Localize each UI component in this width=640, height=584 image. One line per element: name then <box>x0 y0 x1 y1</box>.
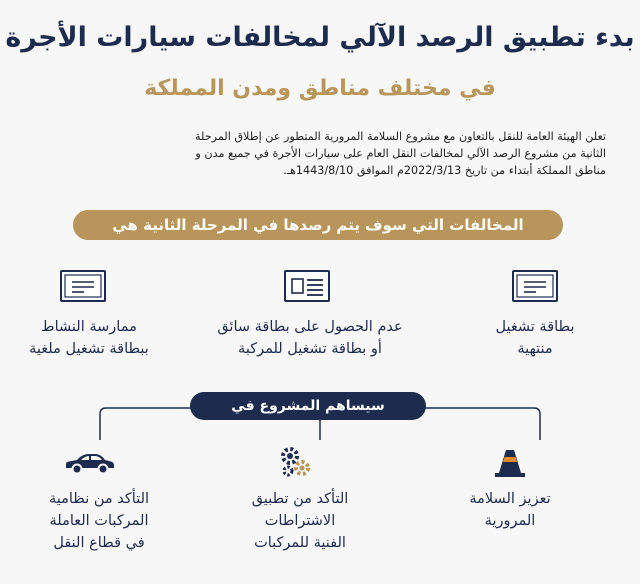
benefit-item-technical-requirements <box>220 488 380 554</box>
intro-line: تعلن الهيئة العامة للنقل بالتعاون مع مشروع السلامة المرورية المتطور عن إطلاق المرحلة <box>195 130 606 143</box>
violation-line: منتهية <box>517 341 553 357</box>
intro-paragraph <box>58 128 606 179</box>
benefit-line: التأكد من نظامية <box>48 491 150 507</box>
page-subtitle: في مختلف مناطق ومدن المملكة <box>144 76 496 101</box>
page-title: بدء تطبيق الرصد الآلي لمخالفات سيارات الأجرة <box>5 22 635 53</box>
benefit-line: تعزيز السلامة <box>469 491 551 507</box>
benefit-line: المركبات العاملة <box>49 513 149 529</box>
violation-line: ببطاقة تشغيل ملغية <box>29 341 149 357</box>
violation-item-expired-card <box>455 316 615 360</box>
violation-item-no-card <box>200 316 420 360</box>
benefits-heading: سيساهم المشروع في <box>190 392 426 420</box>
traffic-cone-icon <box>492 448 528 478</box>
benefit-line: في قطاع النقل <box>53 535 145 551</box>
intro-line: مناطق المملكة أبتداء من تاريخ 2022/3/13م الموافق 1443/8/10هـ. <box>283 164 606 177</box>
car-icon <box>62 452 116 476</box>
violation-line: ممارسة النشاط <box>41 319 137 335</box>
violation-line: عدم الحصول على بطاقة سائق <box>217 319 403 335</box>
intro-line: الثانية من مشروع الرصد الآلي لمخالفات النقل العام على سيارات الأجرة في جميع مدن و <box>195 147 606 160</box>
benefit-line: التأكد من تطبيق <box>251 491 349 507</box>
benefit-line: المرورية <box>484 513 536 529</box>
gears-icon <box>278 444 314 480</box>
violation-item-cancelled-card <box>4 316 174 360</box>
benefit-line: الاشتراطات <box>264 513 336 529</box>
certificate-icon <box>512 270 558 302</box>
violations-heading: المخالفات التي سوف يتم رصدها في المرحلة الثانية هي <box>73 210 563 240</box>
certificate-icon <box>60 270 106 302</box>
violation-line: بطاقة تشغيل <box>495 319 575 335</box>
benefit-line: الفنية للمركبات <box>254 535 346 551</box>
benefit-item-vehicle-legality <box>14 488 184 554</box>
violation-line: أو بطاقة تشغيل للمركبة <box>238 341 382 357</box>
benefit-item-road-safety <box>440 488 580 532</box>
license-card-icon <box>284 270 330 302</box>
